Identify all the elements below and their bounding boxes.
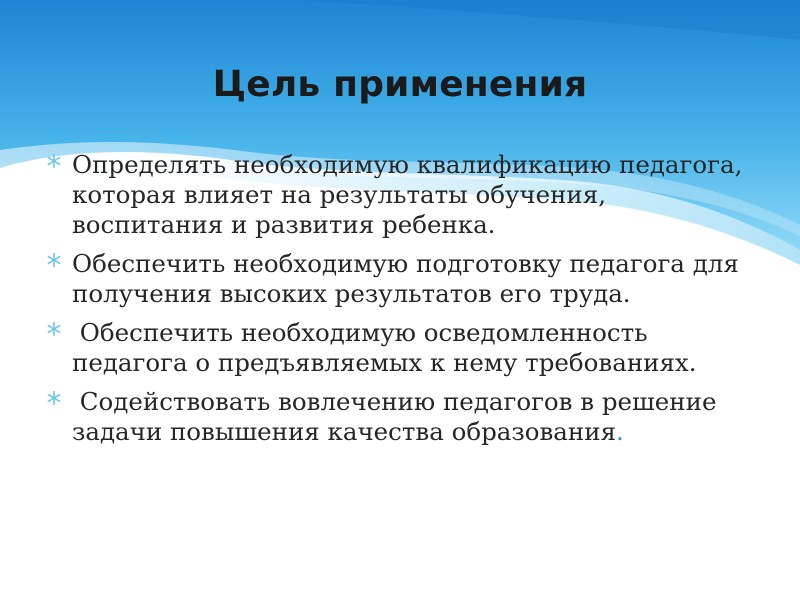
list-item	[40, 387, 760, 447]
slide-title: Цель применения	[212, 64, 588, 105]
bullet-text: Определять необходимую квалификацию педагога, которая влияет на результаты обучения, воспитания и развития ребенка.	[72, 150, 743, 239]
list-item	[40, 249, 760, 309]
bullet-text: Содействовать вовлечению педагогов в решение задачи повышения качества образования	[72, 387, 725, 446]
bullet-text: Обеспечить необходимую подготовку педагога для получения высоких результатов его труда.	[72, 249, 739, 308]
asterisk-icon	[46, 252, 62, 268]
list-item	[40, 318, 760, 378]
asterisk-icon	[46, 321, 62, 337]
list-item	[40, 150, 760, 240]
bullet-text: Обеспечить необходимую осведомленность педагога о предъявляемых к нему требованиях.	[72, 318, 697, 377]
accent-period: .	[616, 417, 624, 446]
bullet-list	[40, 150, 760, 456]
asterisk-icon	[46, 390, 62, 406]
asterisk-icon	[46, 153, 62, 169]
